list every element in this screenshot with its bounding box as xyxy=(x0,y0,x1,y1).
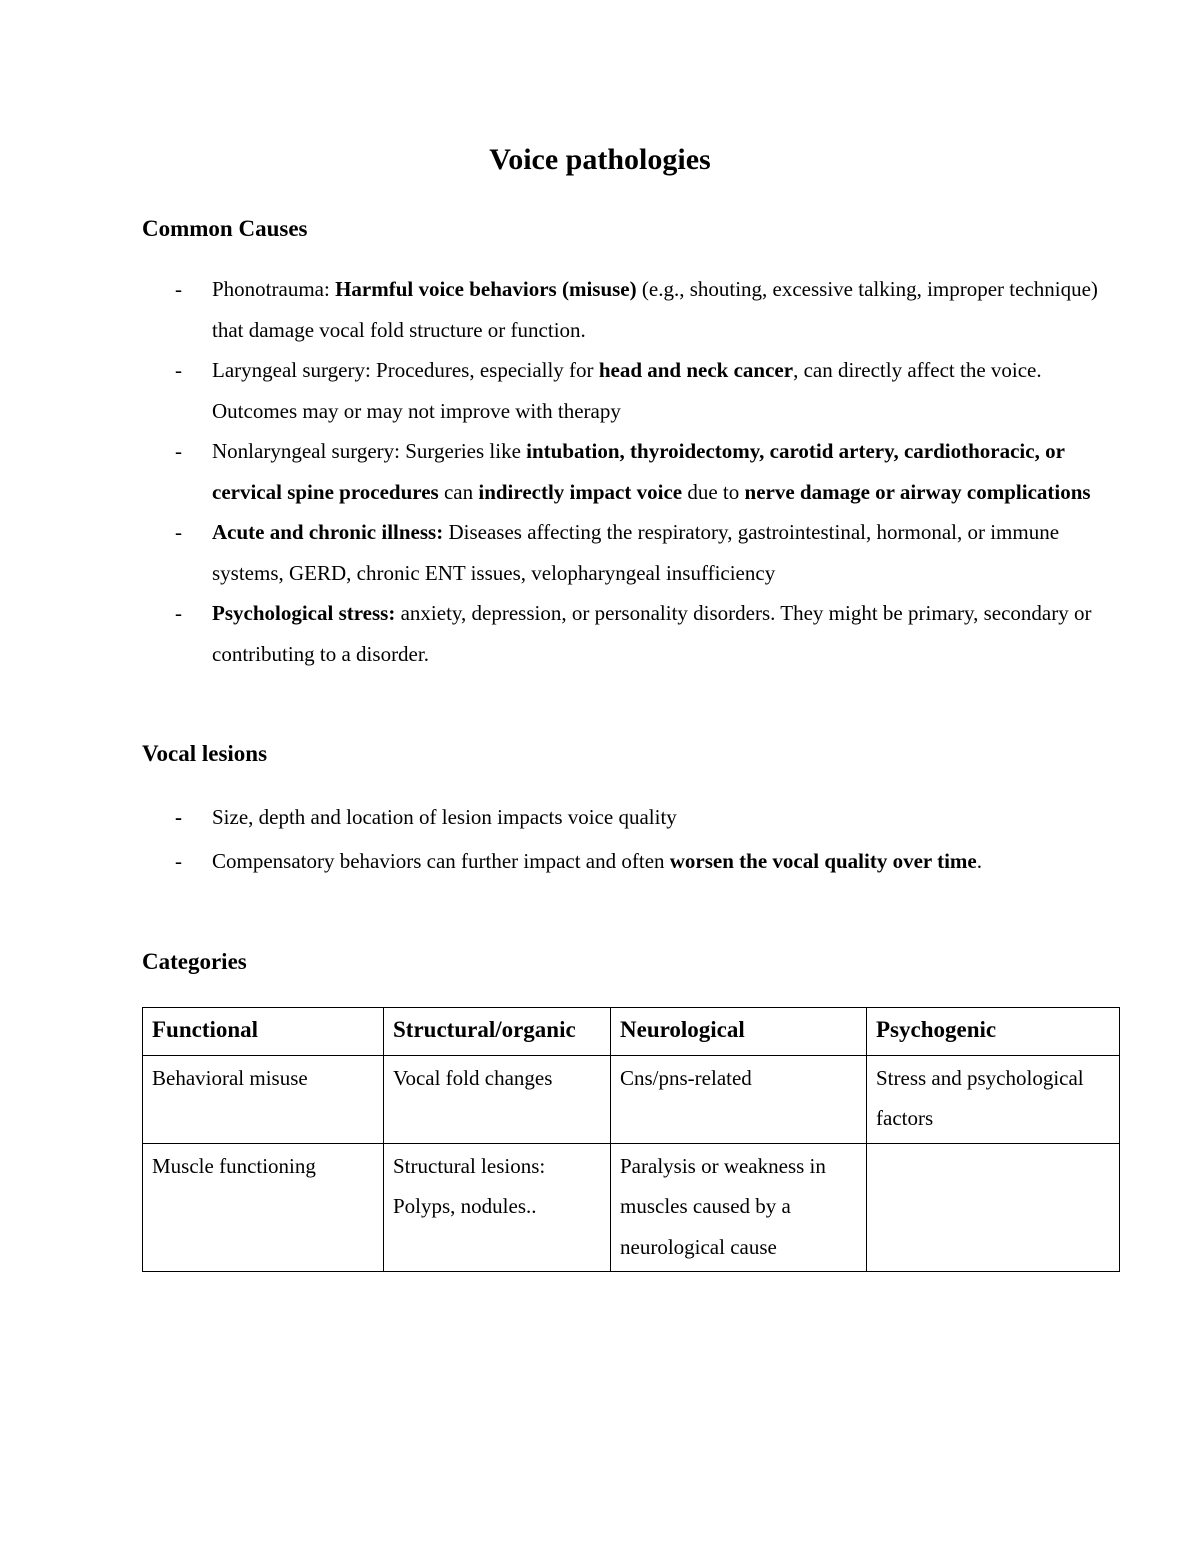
list-item-laryngeal-surgery: - Laryngeal surgery: Procedures, especially for head and neck cancer, can directly affect the voice. Outcomes may or may not improve with therapy xyxy=(142,350,1102,431)
table-row xyxy=(143,1055,1120,1143)
table-cell: Behavioral misuse xyxy=(143,1055,384,1143)
heading-vocal-lesions: Vocal lesions xyxy=(142,741,268,766)
list-item-nonlaryngeal-surgery: - Nonlaryngeal surgery: Surgeries like intubation, thyroidectomy, carotid artery, cardiothoracic, or cervical spine procedures can indirectly impact voice due to nerve damage or airway complications xyxy=(142,431,1102,512)
bullet-dash: - xyxy=(175,848,182,873)
list-item-phonotrauma: - Phonotrauma: Harmful voice behaviors (misuse) (e.g., shouting, excessive talking, improper technique) that damage vocal fold structure or function. xyxy=(142,269,1102,350)
table-cell xyxy=(867,1143,1120,1272)
bullet-dash: - xyxy=(175,601,182,625)
column-header-structural-organic: Structural/organic xyxy=(384,1008,611,1056)
list-item-acute-chronic-illness: - Acute and chronic illness: Diseases affecting the respiratory, gastrointestinal, hormonal, or immune systems, GERD, chronic ENT issues, velopharyngeal insufficiency xyxy=(142,512,1102,593)
column-header-psychogenic: Psychogenic xyxy=(867,1008,1120,1056)
table-cell: Stress and psychological factors xyxy=(867,1055,1120,1143)
bullet-dash: - xyxy=(175,520,182,544)
bullet-dash: - xyxy=(175,358,182,382)
table-header-row xyxy=(143,1008,1120,1056)
page-title: Voice pathologies xyxy=(489,143,711,176)
bullet-dash: - xyxy=(175,439,182,463)
list-item-psychological-stress: - Psychological stress: anxiety, depression, or personality disorders. They might be primary, secondary or contributing to a disorder. xyxy=(142,593,1102,674)
heading-common-causes: Common Causes xyxy=(142,216,308,241)
column-header-functional: Functional xyxy=(143,1008,384,1056)
common-causes-list xyxy=(142,269,1102,674)
column-header-neurological: Neurological xyxy=(611,1008,867,1056)
table-cell: Cns/pns-related xyxy=(611,1055,867,1143)
heading-categories: Categories xyxy=(142,949,247,974)
table-cell: Vocal fold changes xyxy=(384,1055,611,1143)
table-cell: Structural lesions: Polyps, nodules.. xyxy=(384,1143,611,1272)
table-cell: Muscle functioning xyxy=(143,1143,384,1272)
table-row xyxy=(143,1143,1120,1272)
categories-table xyxy=(142,1007,1120,1272)
list-item-compensatory-behaviors: - Compensatory behaviors can further impact and often worsen the vocal quality over time. xyxy=(142,841,1102,882)
list-item-lesion-size: - Size, depth and location of lesion impacts voice quality xyxy=(142,797,1102,838)
bullet-dash: - xyxy=(175,805,182,829)
bullet-dash: - xyxy=(175,277,182,301)
table-cell: Paralysis or weakness in muscles caused by a neurological cause xyxy=(611,1143,867,1272)
vocal-lesions-list xyxy=(142,797,1102,881)
